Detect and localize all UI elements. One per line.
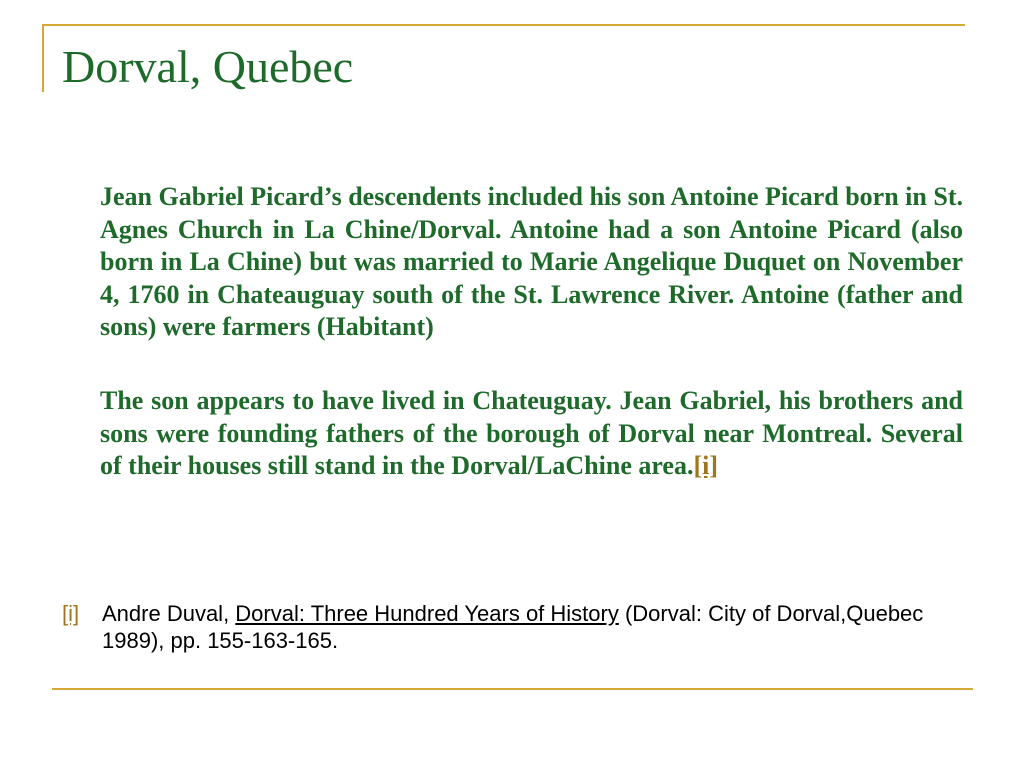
footnote-mark-link[interactable]: [i] (62, 601, 80, 626)
paragraph-picard-descendants: Jean Gabriel Picard’s descendents included his son Antoine Picard born in St. Agnes Church in La Chine/Dorval. Antoine had a son Antoine Picard (also born in La Chine) but was married to Marie Angelique Duquet on November 4, 1760 in Chateauguay south of the St. Lawrence River. Antoine (father and sons) were farmers (Habitant) (100, 182, 963, 342)
footnote-publication-details: (Dorval: City of Dorval,Quebec 1989), pp. 155-163-165. (102, 601, 924, 653)
footnote-book-title: Dorval: Three Hundred Years of History (235, 601, 619, 626)
slide-title: Dorval, Quebec (62, 41, 354, 92)
slide-body (100, 181, 963, 483)
footnote-author: Andre Duval, (102, 601, 236, 626)
left-rule (42, 24, 44, 92)
top-rule (42, 24, 965, 26)
footnote (62, 600, 952, 654)
bottom-rule (52, 688, 973, 690)
paragraph-founding-fathers-text: The son appears to have lived in Chateuguay. Jean Gabriel, his brothers and sons were founding fathers of the borough of Dorval near Montreal. Several of their houses still stand in the Dorval/LaChine area. (100, 385, 963, 481)
paragraph-founding-fathers (100, 385, 963, 483)
footnote-reference-link[interactable]: [i] (693, 451, 719, 481)
footnote-text (102, 600, 952, 654)
